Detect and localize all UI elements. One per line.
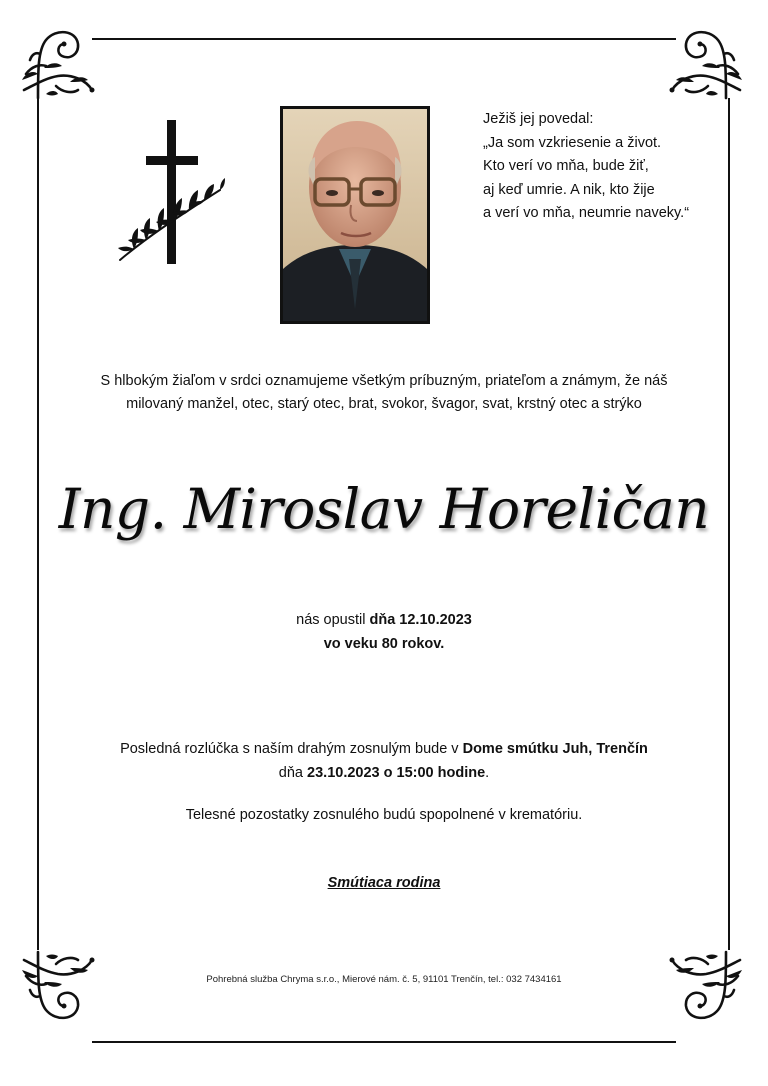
quote-line: a verí vo mňa, neumrie naveky.“ — [483, 205, 690, 221]
passing-date-line — [40, 608, 728, 632]
floral-ornament-icon — [664, 20, 748, 104]
intro-line: S hlbokým žiaľom v srdci oznamujeme všetkým príbuzným, priateľom a známym, že náš — [100, 373, 668, 389]
passing-age — [40, 632, 728, 656]
funeral-datetime: 23.10.2023 o 15:00 hodine — [307, 764, 486, 781]
funeral-service-footer: Pohrebná služba Chryma s.r.o., Mierové nám. č. 5, 91101 Trenčín, tel.: 032 7434161 — [206, 974, 562, 985]
intro-line: milovaný manžel, otec, starý otec, brat, svokor, švagor, svat, krstný otec a strýko — [126, 396, 642, 412]
passing-prefix: nás opustil — [296, 612, 370, 628]
funeral-place: Dome smútku Juh, Trenčín — [462, 741, 648, 757]
cross-with-palm-branch-icon — [116, 118, 226, 268]
remains-note: Telesné pozostatky zosnulého budú spopolnené v krematóriu. — [185, 807, 583, 823]
quote-line: aj keď umrie. A nik, kto žije — [483, 181, 655, 198]
funeral-date-prefix: dňa — [278, 764, 308, 781]
passing-date: dňa 12.10.2023 — [369, 612, 472, 628]
funeral-prefix: Posledná rozlúčka s naším drahým zosnulým bude v — [120, 741, 463, 757]
funeral-date-line — [40, 762, 728, 786]
bible-quote — [483, 108, 723, 226]
announcement-intro — [40, 370, 728, 416]
quote-line: „Ja som vzkriesenie a život. — [483, 134, 662, 151]
floral-ornament-icon — [16, 20, 100, 104]
portrait-photo — [280, 106, 430, 324]
floral-ornament-icon — [16, 946, 100, 1030]
deceased-name: Ing. Miroslav Horeličan — [58, 477, 710, 541]
floral-ornament-icon — [664, 946, 748, 1030]
funeral-place-line — [40, 738, 728, 762]
quote-line: Ježiš jej povedal: — [483, 111, 594, 127]
quote-line: Kto verí vo mňa, bude žiť, — [483, 158, 649, 174]
funeral-info — [40, 738, 728, 785]
passing-info — [40, 608, 728, 656]
family-signoff: Smútiaca rodina — [327, 875, 441, 891]
age-text: vo veku 80 rokov. — [323, 636, 445, 652]
funeral-date-suffix: . — [485, 764, 490, 781]
